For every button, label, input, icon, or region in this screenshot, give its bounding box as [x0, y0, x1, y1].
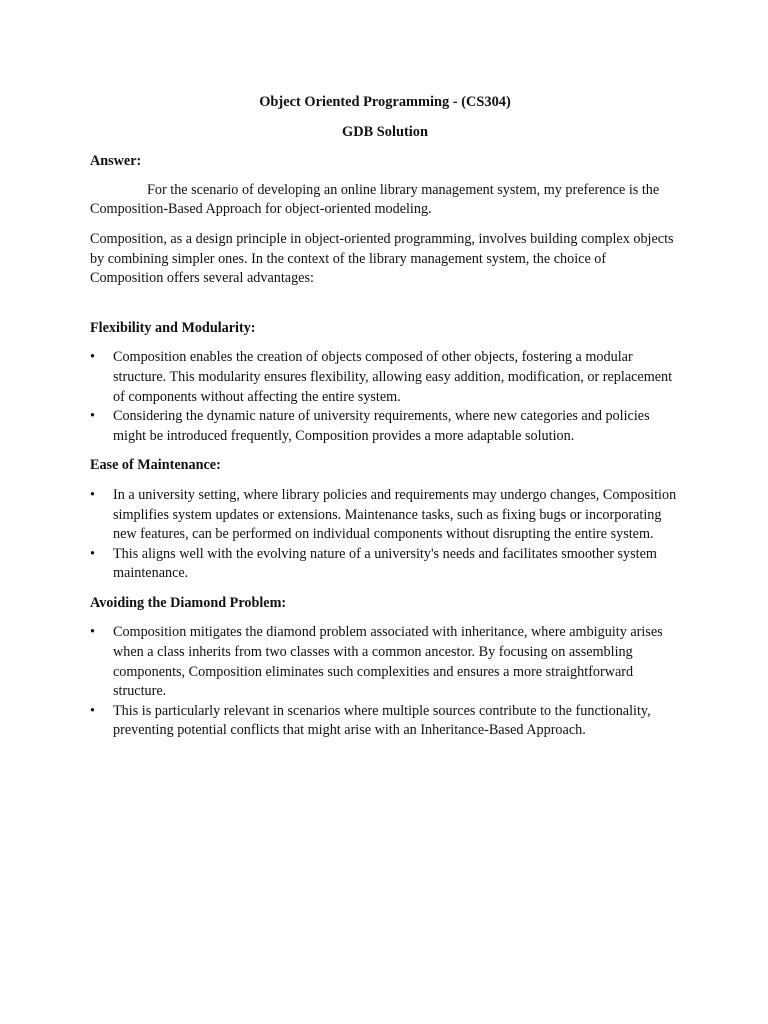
list-item-text: This is particularly relevant in scenarios where multiple sources contribute to the functionality, preventing potential conflicts that might arise with an Inheritance-Based Approach. [113, 702, 651, 739]
bullet-icon: • [90, 486, 95, 503]
section-heading-flexibility: Flexibility and Modularity: [90, 319, 256, 336]
list-item [90, 348, 680, 407]
bullet-icon: • [90, 624, 95, 641]
section-heading-diamond: Avoiding the Diamond Problem: [90, 594, 287, 611]
list-item-text: Composition mitigates the diamond problem associated with inheritance, where ambiguity arises when a class inherits from two classes with a common ancestor. By focusing on assembling components, Composition eliminates such complexities and ensures a more straightforward structure. [113, 624, 663, 700]
composition-paragraph: Composition, as a design principle in object-oriented programming, involves building complex objects by combining simpler ones. In the context of the library management system, the choice of Composition offers several advantages: [90, 230, 674, 287]
list-item [90, 702, 680, 741]
bullet-list-diamond [90, 623, 680, 741]
bullet-icon: • [90, 702, 95, 719]
list-item-text: Considering the dynamic nature of university requirements, where new categories and policies might be introduced frequently, Composition provides a more adaptable solution. [113, 408, 650, 444]
document-title: Object Oriented Programming - (CS304) [259, 94, 511, 110]
list-item [90, 486, 680, 545]
bullet-icon: • [90, 545, 95, 562]
bullet-list-maintenance [90, 486, 680, 584]
document-subtitle: GDB Solution [342, 123, 428, 140]
list-item-text: Composition enables the creation of objects composed of other objects, fostering a modular structure. This modularity ensures flexibility, allowing easy addition, modification, or replacement of components without affecting the entire system. [113, 349, 673, 405]
intro-paragraph: For the scenario of developing an online library management system, my preference is the Composition-Based Approach for object-oriented modeling. [90, 181, 660, 218]
list-item-text: This aligns well with the evolving nature of a university's needs and facilitates smoother system maintenance. [113, 545, 657, 582]
bullet-icon: • [90, 349, 95, 366]
list-item-text: In a university setting, where library policies and requirements may undergo changes, Composition simplifies system updates or extensions. Maintenance tasks, such as fixing bugs or incorporating new features, can be performed on individual components without disrupting the entire system. [113, 486, 677, 543]
bullet-list-flexibility [90, 348, 680, 446]
list-item [90, 545, 680, 584]
section-heading-maintenance: Ease of Maintenance: [90, 457, 221, 474]
bullet-icon: • [90, 408, 95, 425]
document-page [90, 93, 680, 741]
list-item [90, 407, 680, 446]
list-item [90, 623, 680, 701]
answer-label: Answer: [90, 153, 142, 170]
